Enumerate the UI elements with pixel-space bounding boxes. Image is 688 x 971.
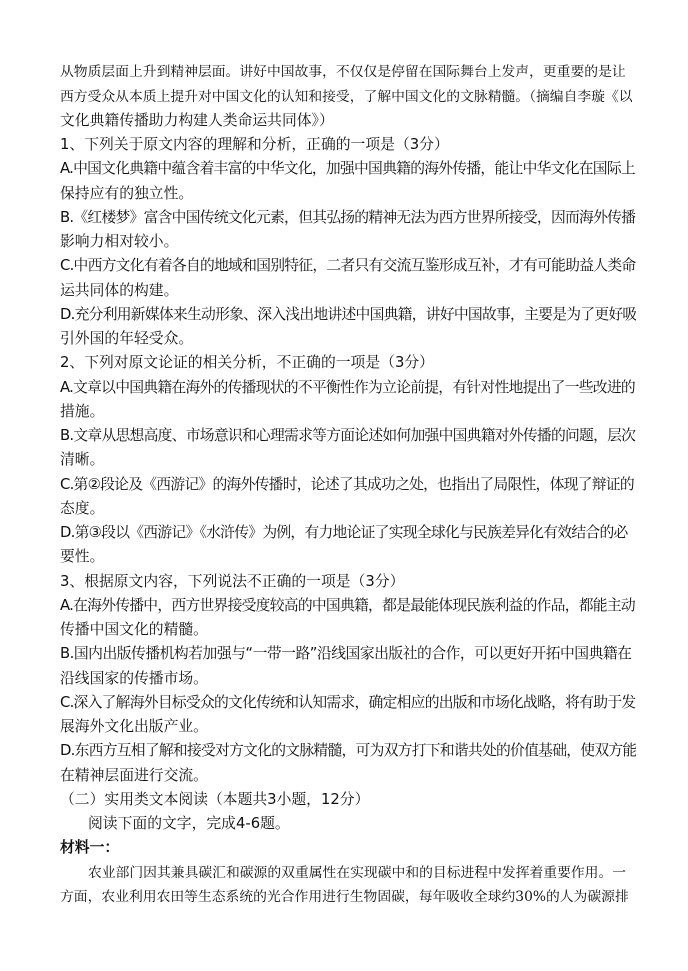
reading-instruction: 阅读下面的文字，完成4-6题。: [88, 815, 290, 832]
q3-option-a-line: A.在海外传播中，西方世界接受度较高的中国典籍，都是最能体现民族利益的作品，都能主动: [60, 597, 635, 614]
q2-option-a-line: 措施。: [60, 403, 105, 420]
question-1-stem: 1、下列关于原文内容的理解和分析，正确的一项是（3分）: [60, 136, 449, 153]
material-line: 方面，农业利用农田等生态系统的光合作用进行生物固碳，每年吸收全球约30%的人为碳源排: [60, 889, 629, 905]
q1-option-c-line: C.中西方文化有着各自的地域和国别特征，二者只有交流互鉴形成互补，才有可能助益人类命: [60, 257, 636, 274]
q3-option-d-line: D.东西方互相了解和接受对方文化的文脉精髓，可为双方打下和谐共处的价值基础，使双方能: [60, 742, 636, 759]
material-line: 农业部门因其兼具碳汇和碳源的双重属性在实现碳中和的目标进程中发挥着重要作用。一: [88, 865, 627, 881]
q3-option-b-line: B.国内出版传播机构若加强与“一带一路”沿线国家出版社的合作，可以更好开拓中国典籍在: [60, 645, 632, 662]
q3-option-d-line: 在精神层面进行交流。: [60, 767, 208, 784]
q1-option-b-line: B.《红楼梦》富含中国传统文化元素，但其弘扬的精神无法为西方世界所接受，因而海外传播: [60, 209, 636, 226]
intro-line: 文化典籍传播助力构建人类命运共同体》）: [60, 112, 334, 129]
q1-option-d-line: 引外国的年轻受众。: [60, 330, 194, 347]
q2-option-a-line: A.文章以中国典籍在海外的传播现状的不平衡性作为立论前提，有针对性地提出了一些改进的: [60, 379, 635, 396]
q2-option-c-line: 态度。: [60, 500, 105, 517]
question-2-stem: 2、下列对原文论证的相关分析，不正确的一项是（3分）: [60, 354, 434, 371]
intro-line: 从物质层面上升到精神层面。讲好中国故事，不仅仅是停留在国际舞台上发声，更重要的是让: [60, 64, 626, 80]
material-title: 材料一：: [60, 839, 120, 856]
q1-option-c-line: 运共同体的构建。: [60, 282, 179, 299]
q3-option-b-line: 沿线国家的传播市场。: [60, 670, 208, 687]
q1-option-b-line: 影响力相对较小。: [60, 233, 179, 250]
section-heading: （二）实用类文本阅读（本题共3小题，12分）: [60, 791, 370, 808]
q3-option-a-line: 传播中国文化的精髓。: [60, 621, 208, 638]
q3-option-c-line: C.深入了解海外目标受众的文化传统和认知需求，确定相应的出版和市场化战略，将有助于发: [60, 694, 636, 711]
q2-option-c-line: C.第②段论及《西游记》的海外传播时，论述了其成功之处，也指出了局限性，体现了辩证的: [60, 476, 634, 493]
q2-option-d-line: 要性。: [60, 548, 105, 565]
intro-line: 西方受众从本质上提升对中国文化的认知和接受，了解中国文化的文脉精髓。（摘编自李璇《以: [60, 89, 633, 105]
q1-option-d-line: D.充分利用新媒体来生动形象、深入浅出地讲述中国典籍，讲好中国故事，主要是为了更好吸: [60, 306, 636, 323]
q3-option-c-line: 展海外文化出版产业。: [60, 718, 208, 735]
question-3-stem: 3、根据原文内容，下列说法不正确的一项是（3分）: [60, 573, 405, 590]
q2-option-d-line: D.第③段以《西游记》《水浒传》为例，有力地论证了实现全球化与民族差异化有效结合的必: [60, 524, 628, 541]
q2-option-b-line: B.文章从思想高度、市场意识和心理需求等方面论述如何加强中国典籍对外传播的问题，层次: [60, 427, 636, 444]
q2-option-b-line: 清晰。: [60, 451, 105, 468]
q1-option-a-line: 保持应有的独立性。: [60, 185, 194, 202]
q1-option-a-line: A.中国文化典籍中蕴含着丰富的中华文化，加强中国典籍的海外传播，能让中华文化在国际上: [60, 160, 635, 177]
